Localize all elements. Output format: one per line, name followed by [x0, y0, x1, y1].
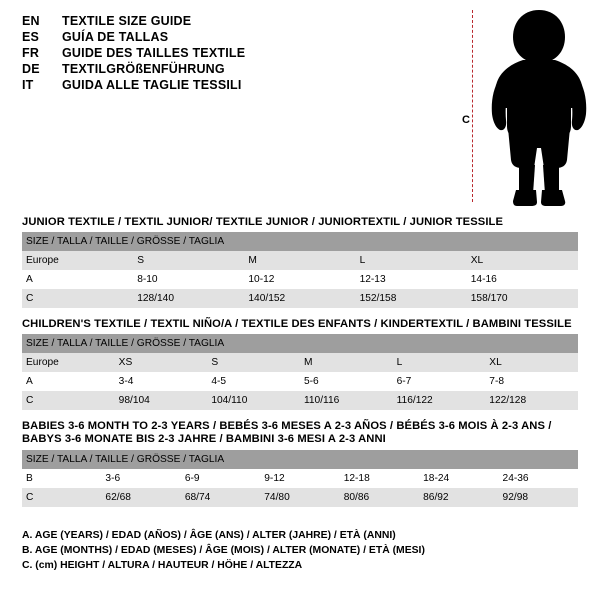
table-row	[22, 372, 578, 391]
header	[22, 14, 442, 94]
table-junior	[22, 232, 578, 308]
table-row	[22, 270, 578, 289]
column-header-xl: XL	[485, 353, 578, 372]
header-title-fr: GUIDE DES TAILLES TEXTILE	[62, 46, 246, 60]
cell-value: 110/116	[300, 391, 393, 410]
column-header-l: L	[356, 251, 467, 270]
column-header-m: M	[244, 251, 355, 270]
cell-value: 6-9	[181, 469, 260, 488]
column-header-europe: Europe	[22, 353, 115, 372]
header-lang-it: IT	[22, 78, 34, 92]
column-header-xl: XL	[467, 251, 578, 270]
row-label-c: C	[22, 289, 133, 308]
cell-value: 7-8	[485, 372, 578, 391]
cell-value: 8-10	[133, 270, 244, 289]
header-title-es: GUÍA DE TALLAS	[62, 30, 169, 44]
table-babies	[22, 450, 578, 507]
cell-value: 80/86	[340, 488, 419, 507]
section-title-children: CHILDREN'S TEXTILE / TEXTIL NIÑO/A / TEXTILE DES ENFANTS / KINDERTEXTIL / BAMBINI TESSILE	[22, 318, 572, 330]
column-header-europe: Europe	[22, 251, 133, 270]
header-lang-fr: FR	[22, 46, 40, 60]
size-header-junior: SIZE / TALLA / TAILLE / GRÖSSE / TAGLIA	[22, 232, 578, 251]
legend-line-b: B. AGE (MONTHS) / EDAD (MESES) / ÂGE (MOIS) / ALTER (MONATE) / ETÀ (MESI)	[22, 545, 425, 556]
cell-value: 12-18	[340, 469, 419, 488]
cell-value: 122/128	[485, 391, 578, 410]
table-children	[22, 334, 578, 410]
legend-line-c: C. (cm) HEIGHT / ALTURA / HAUTEUR / HÖHE / ALTEZZA	[22, 560, 303, 571]
header-title-de: TEXTILGRÖßENFÜHRUNG	[62, 62, 225, 76]
child-silhouette-figure	[455, 8, 595, 208]
header-row	[22, 30, 442, 44]
section-title-junior: JUNIOR TEXTILE / TEXTIL JUNIOR/ TEXTILE JUNIOR / JUNIORTEXTIL / JUNIOR TESSILE	[22, 216, 504, 228]
table-row	[22, 251, 578, 270]
section-children	[22, 318, 578, 410]
cell-value: 128/140	[133, 289, 244, 308]
cell-value: 92/98	[499, 488, 578, 507]
table-row	[22, 353, 578, 372]
header-lang-es: ES	[22, 30, 40, 44]
cell-value: 14-16	[467, 270, 578, 289]
section-babies	[22, 420, 578, 507]
header-title-it: GUIDA ALLE TAGLIE TESSILI	[62, 78, 242, 92]
cell-value: 116/122	[393, 391, 486, 410]
header-row	[22, 46, 442, 60]
legend	[22, 528, 582, 573]
size-header-babies: SIZE / TALLA / TAILLE / GRÖSSE / TAGLIA	[22, 450, 578, 469]
table-row	[22, 391, 578, 410]
toddler-silhouette-icon	[483, 8, 595, 208]
cell-value: 62/68	[101, 488, 180, 507]
section-title-babies: BABIES 3-6 MONTH TO 2-3 YEARS / BEBÉS 3-6 MESES A 2-3 AÑOS / BÉBÉS 3-6 MOIS À 2-3 ANS / BABYS 3-6 MONATE BIS 2-3 JAHRE / BAMBINI 3-6 MESI A 2-3 ANNI	[22, 420, 552, 445]
row-label-b: B	[22, 469, 101, 488]
height-measure-line	[472, 10, 473, 202]
cell-value: 6-7	[393, 372, 486, 391]
table-row	[22, 488, 578, 507]
cell-value: 158/170	[467, 289, 578, 308]
row-label-c: C	[22, 488, 101, 507]
cell-value: 12-13	[356, 270, 467, 289]
header-row	[22, 78, 442, 92]
cell-value: 18-24	[419, 469, 498, 488]
header-lang-de: DE	[22, 62, 40, 76]
cell-value: 74/80	[260, 488, 339, 507]
table-row	[22, 289, 578, 308]
column-header-l: L	[393, 353, 486, 372]
column-header-m: M	[300, 353, 393, 372]
cell-value: 10-12	[244, 270, 355, 289]
table-row	[22, 334, 578, 353]
column-header-s: S	[133, 251, 244, 270]
measure-label-c: C	[462, 114, 470, 126]
row-label-c: C	[22, 391, 115, 410]
cell-value: 104/110	[207, 391, 300, 410]
cell-value: 3-6	[101, 469, 180, 488]
column-header-xs: XS	[115, 353, 208, 372]
column-header-s: S	[207, 353, 300, 372]
table-row	[22, 232, 578, 251]
table-row	[22, 450, 578, 469]
cell-value: 9-12	[260, 469, 339, 488]
size-header-children: SIZE / TALLA / TAILLE / GRÖSSE / TAGLIA	[22, 334, 578, 353]
header-row	[22, 14, 442, 28]
cell-value: 98/104	[115, 391, 208, 410]
header-lang-en: EN	[22, 14, 40, 28]
header-title-en: TEXTILE SIZE GUIDE	[62, 14, 192, 28]
header-row	[22, 62, 442, 76]
cell-value: 86/92	[419, 488, 498, 507]
cell-value: 140/152	[244, 289, 355, 308]
cell-value: 4-5	[207, 372, 300, 391]
row-label-a: A	[22, 372, 115, 391]
cell-value: 68/74	[181, 488, 260, 507]
cell-value: 152/158	[356, 289, 467, 308]
cell-value: 24-36	[499, 469, 578, 488]
row-label-a: A	[22, 270, 133, 289]
section-junior	[22, 216, 578, 308]
legend-line-a: A. AGE (YEARS) / EDAD (AÑOS) / ÂGE (ANS) / ALTER (JAHRE) / ETÀ (ANNI)	[22, 530, 396, 541]
cell-value: 3-4	[115, 372, 208, 391]
table-row	[22, 469, 578, 488]
cell-value: 5-6	[300, 372, 393, 391]
